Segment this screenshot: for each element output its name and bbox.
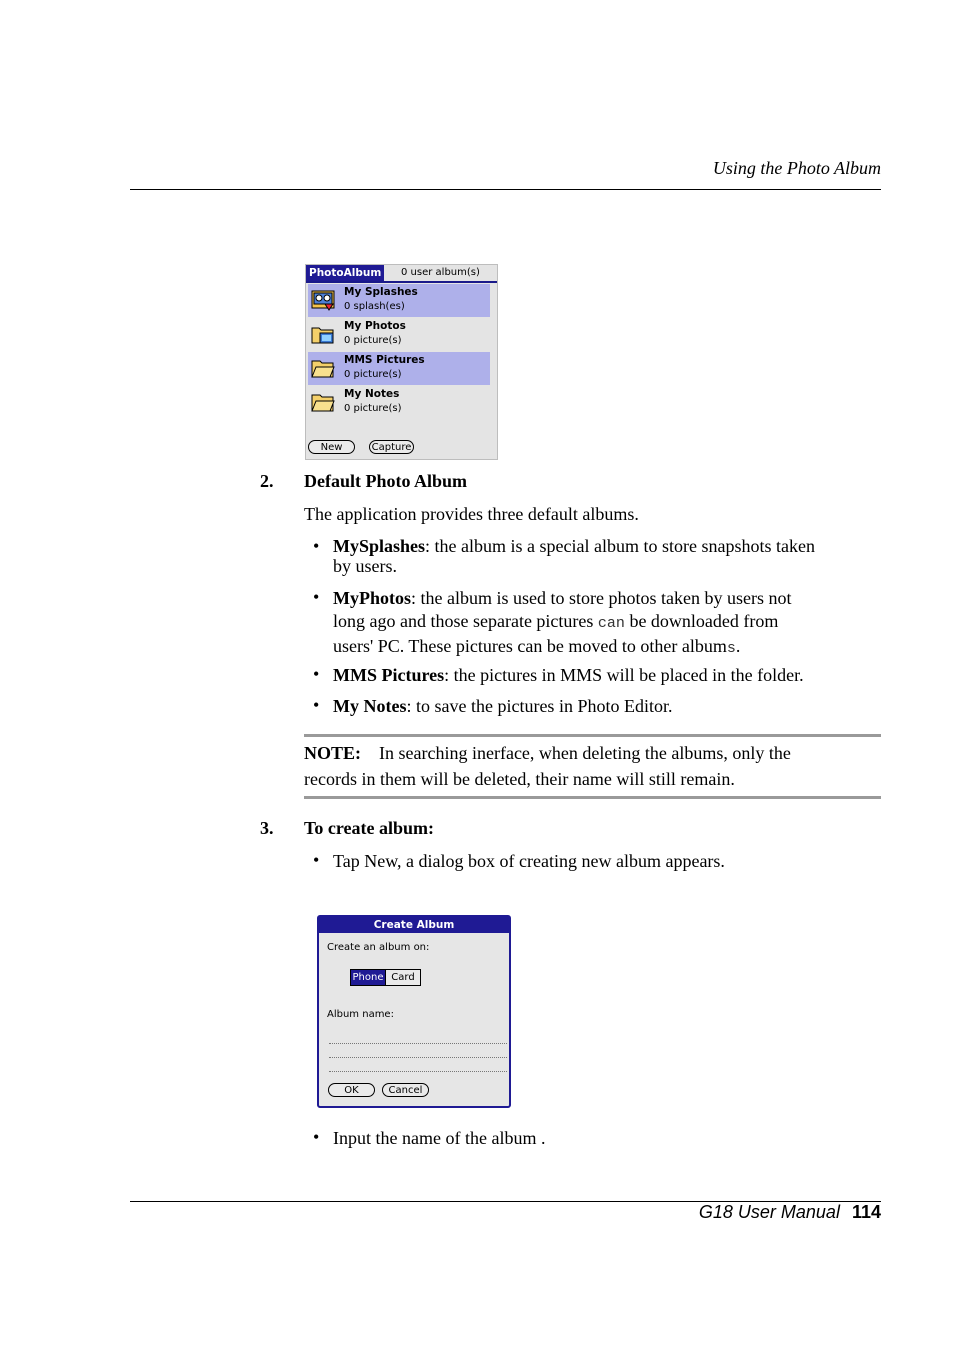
- bullet-my-notes: [333, 695, 863, 718]
- bullet-term: My Notes: [333, 696, 407, 716]
- bullet-text: : to save the pictures in Photo Editor.: [406, 696, 673, 716]
- note-box: [304, 740, 881, 792]
- bullet-marker: •: [313, 1127, 320, 1147]
- splash-album-icon: [311, 289, 335, 311]
- new-button[interactable]: New: [308, 440, 355, 454]
- bullet-term: MMS Pictures: [333, 665, 445, 685]
- bullet-mysplashes: [333, 536, 863, 576]
- manual-name: G18 User Manual: [698, 1202, 840, 1222]
- album-name-input-line[interactable]: [329, 1057, 507, 1058]
- card-option[interactable]: Card: [385, 969, 421, 986]
- section-2-heading: Default Photo Album: [304, 471, 468, 491]
- bullet-marker: •: [313, 536, 320, 556]
- cancel-button[interactable]: Cancel: [382, 1083, 429, 1097]
- page-header-title: Using the Photo Album: [712, 158, 881, 178]
- section-2-intro: The application provides three default albums.: [304, 504, 639, 524]
- bullet-text: : the album is used to store photos taken by users not: [411, 588, 792, 608]
- bullet-text: users' PC. These pictures can be moved to other album: [333, 636, 727, 656]
- bullet-text: .: [735, 636, 741, 656]
- bullet-term: MyPhotos: [333, 588, 411, 608]
- section-3-number: 3.: [260, 818, 274, 838]
- note-top-rule: [304, 734, 881, 737]
- bullet-marker: •: [313, 850, 320, 870]
- ok-button[interactable]: OK: [328, 1083, 375, 1097]
- section-3-heading: To create album:: [304, 818, 434, 838]
- album-name: My Splashes: [344, 286, 418, 298]
- photo-folder-icon: [311, 323, 335, 345]
- folder-icon: [311, 357, 335, 379]
- header-rule: [130, 189, 881, 190]
- bullet-marker: •: [313, 664, 320, 684]
- album-count: 0 picture(s): [344, 403, 402, 414]
- album-name: MMS Pictures: [344, 354, 425, 366]
- code-text: s: [726, 640, 736, 657]
- album-count: 0 user album(s): [401, 267, 480, 278]
- photo-album-tab[interactable]: PhotoAlbum: [306, 265, 384, 281]
- album-name-input-line[interactable]: [329, 1071, 507, 1072]
- bullet-text: be downloaded from: [624, 611, 779, 631]
- album-row-my-photos[interactable]: [308, 318, 490, 351]
- folder-icon: [311, 391, 335, 413]
- code-text: can: [597, 615, 625, 632]
- album-row-my-notes[interactable]: [308, 386, 490, 419]
- create-album-dialog: [317, 915, 511, 1108]
- album-name: My Photos: [344, 320, 406, 332]
- album-name-input-line[interactable]: [329, 1043, 507, 1044]
- dialog-title: Create Album: [319, 917, 509, 933]
- bullet-mms-pictures: [333, 664, 863, 687]
- album-name: My Notes: [344, 388, 400, 400]
- phone-option[interactable]: Phone: [350, 969, 386, 986]
- capture-button[interactable]: Capture: [369, 440, 414, 454]
- bullet-term: MySplashes: [333, 536, 426, 556]
- bullet-myphotos: [333, 587, 863, 660]
- bullet-tap-new: Tap New, a dialog box of creating new album appears.: [333, 851, 725, 871]
- album-count: 0 picture(s): [344, 335, 402, 346]
- page-number: 114: [851, 1202, 881, 1222]
- location-label: Create an album on:: [327, 942, 430, 953]
- album-row-my-splashes[interactable]: [308, 284, 490, 317]
- bullet-text: long ago and those separate pictures: [333, 611, 598, 631]
- photo-album-title-bar: [306, 265, 497, 283]
- album-row-mms-pictures[interactable]: [308, 352, 490, 385]
- page-footer: [699, 1202, 881, 1223]
- bullet-input-name: Input the name of the album .: [333, 1128, 546, 1148]
- bullet-text: by users.: [333, 556, 397, 576]
- album-count: 0 picture(s): [344, 369, 402, 380]
- note-text: In searching inerface, when deleting the albums, only the: [379, 743, 791, 763]
- note-label: NOTE:: [304, 743, 362, 763]
- bullet-marker: •: [313, 587, 320, 607]
- note-bottom-rule: [304, 796, 881, 799]
- bullet-text: : the album is a special album to store snapshots taken: [425, 536, 815, 556]
- note-text: records in them will be deleted, their name will still remain.: [304, 769, 735, 789]
- album-name-label: Album name:: [327, 1009, 394, 1020]
- photo-album-screenshot: [305, 264, 498, 460]
- bullet-text: : the pictures in MMS will be placed in the folder.: [444, 665, 804, 685]
- album-count: 0 splash(es): [344, 301, 405, 312]
- section-2-number: 2.: [260, 471, 274, 491]
- bullet-marker: •: [313, 695, 320, 715]
